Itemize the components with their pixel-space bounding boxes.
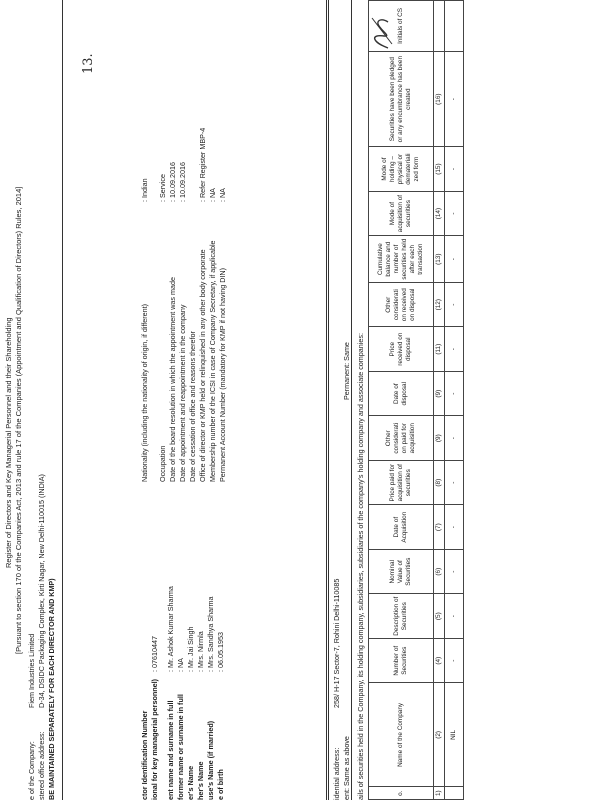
col-header-company: Name of the Company (369, 683, 434, 787)
permanent-address: Permanent: Same (342, 342, 351, 400)
col-header-initials: Initials of CS (369, 1, 434, 52)
field-label-din: ctor Identification Number (140, 710, 149, 800)
securities-caption: ails of securities held in the Company, its holding company, subsidiaries, subsidiaries of the company's holding company and associate companies: (356, 333, 365, 800)
field-value-board-resolution: : 10.09.2016 (168, 162, 177, 202)
col-number: (2) (434, 683, 445, 787)
field-value-kmp: : 07610447 (150, 636, 159, 672)
col-header-price-received: Price received on disposal (369, 327, 434, 372)
company-name-value: Fiem Industries Limited (27, 633, 36, 708)
register-subtitle: [Pursuant to section 170 of the Companies Act, 2013 and rule 17 of the Companies (Appointment and Qualification of Directors) Rules, 2014] (14, 186, 23, 654)
office-address-value: D-34, DSIDC Packaging Complex, Kirti Nagar, New Delhi-110015 (INDIA) (37, 474, 46, 708)
col-number: (8) (434, 460, 445, 505)
col-number: (5) (434, 594, 445, 639)
field-label-mother: her's Name (196, 761, 205, 800)
col-header-sno: o. (369, 787, 434, 800)
col-header-mode-acquisition: Mode of acquisition of securities (369, 191, 434, 236)
col-header-mode-holding: Mode of holding – physical or demateriali zed form (369, 147, 434, 192)
col-header-description: Description of Securities (369, 594, 434, 639)
col-header-cumulative: Cumulative balance and number of securities held after each transaction (369, 236, 434, 283)
field-label-board-resolution: Date of the board resolution in which the appointment was made (168, 277, 177, 482)
table-cell: - (445, 236, 464, 283)
col-number: 1) (434, 787, 445, 800)
field-label-nationality: Nationality (including the nationality of origin, if different) (140, 303, 149, 482)
col-number: (14) (434, 191, 445, 236)
field-label-appointment: Date of appointment and reappointment in the company (178, 304, 187, 482)
field-value-nationality: : Indian (140, 178, 149, 202)
col-header-other-received: Other considerati on received on disposal (369, 282, 434, 327)
field-value-father: : Mr. Jai Singh (186, 626, 195, 672)
col-number: (11) (434, 327, 445, 372)
field-label-pan: Permanent Account Number (mandatory for KMP if not having DIN) (218, 268, 227, 482)
field-label-icsi: Membership number of the ICSI in case of Company Secretary, if applicable (208, 240, 217, 482)
field-value-occupation: : Service (158, 174, 167, 202)
table-cell: - (445, 549, 464, 594)
maintenance-note: BE MAINTAINED SEPARATELY FOR EACH DIRECTOR AND KMP) (47, 578, 56, 800)
divider-address-top (326, 0, 327, 800)
col-number: (4) (434, 638, 445, 683)
table-row (445, 1, 464, 800)
col-number: (16) (434, 51, 445, 146)
table-cell: - (445, 416, 464, 461)
divider-address-bottom (351, 0, 352, 800)
field-label-other-office: Office of director or KMP held or relinquished in any other body corporate (198, 249, 207, 482)
col-number: (7) (434, 505, 445, 550)
table-cell (445, 787, 464, 800)
office-address-label: stered office address: (37, 731, 46, 800)
field-value-spouse: : Mrs. Sandhya Sharma (206, 596, 215, 672)
col-number: (6) (434, 549, 445, 594)
field-value-other-office: : Refer Register MBP-4 (198, 127, 207, 202)
divider-top (62, 0, 63, 800)
field-label-former-name: former name or surname in full (176, 694, 185, 800)
field-label-spouse: use's Name (if married) (206, 720, 215, 800)
table-cell: - (445, 191, 464, 236)
col-header-nominal-value: Nominal Value of Securities (369, 549, 434, 594)
table-cell: - (445, 147, 464, 192)
col-header-number: Number of Securities (369, 638, 434, 683)
securities-header-row (369, 1, 434, 800)
col-number: (12) (434, 282, 445, 327)
residential-address-label: idential address: (332, 747, 341, 800)
signature-initials-mark (366, 12, 396, 52)
field-label-occupation: Occupation (158, 445, 167, 482)
residential-address-value: 258/ H-17 Sector-7, Rohini Delhi-110085 (332, 578, 341, 708)
field-value-former-name: : NA (176, 658, 185, 672)
col-number (434, 1, 445, 52)
field-value-dob: : 06.05.1953 (216, 632, 225, 672)
field-label-name: ent name and surname in full (166, 700, 175, 800)
field-value-icsi: : NA (208, 188, 217, 202)
securities-number-row (434, 1, 445, 800)
table-cell: - (445, 51, 464, 146)
field-label-dob: e of birth (216, 769, 225, 800)
field-value-mother: : Mrs. Nirmla (196, 631, 205, 672)
field-value-pan: : NA (218, 188, 227, 202)
field-value-name: : Mr. Ashok Kumar Sharma (166, 586, 175, 672)
field-label-cessation: Date of cessation of office and reasons therefor (188, 331, 197, 482)
company-name-label: e of the Company: (27, 741, 36, 800)
col-header-price-paid: Price paid for acquisition of securities (369, 460, 434, 505)
table-cell: - (445, 505, 464, 550)
field-value-appointment: : 10.09.2016 (178, 162, 187, 202)
table-cell: - (445, 460, 464, 505)
col-header-date-acquisition: Date of Acquisition (369, 505, 434, 550)
table-cell: - (445, 327, 464, 372)
table-cell: - (445, 638, 464, 683)
field-label-father: er's Name (186, 765, 195, 800)
col-number: (9) (434, 371, 445, 416)
table-cell: - (445, 282, 464, 327)
col-number: (15) (434, 147, 445, 192)
col-number: (13) (434, 236, 445, 283)
securities-table (368, 0, 464, 800)
col-header-date-disposal: Date of disposal (369, 371, 434, 416)
table-cell-initials (445, 1, 464, 52)
col-header-pledged: Securities have been pledged or any encumbrance has been created (369, 51, 434, 146)
register-title: Register of Directors and Key Managerial Personnel and their Shareholding (4, 317, 13, 568)
col-header-other-paid: Other considerati on paid for acquisition (369, 416, 434, 461)
table-cell: - (445, 594, 464, 639)
present-address: ent: Same as above (342, 736, 351, 800)
col-number: (9) (434, 416, 445, 461)
page-number-handwritten: 13. (81, 53, 96, 74)
divider-address-top-2 (328, 0, 329, 800)
table-cell: - (445, 371, 464, 416)
field-label-kmp: ional for key managerial personnel) (150, 678, 159, 800)
table-cell-company-nil: NIL (445, 683, 464, 787)
